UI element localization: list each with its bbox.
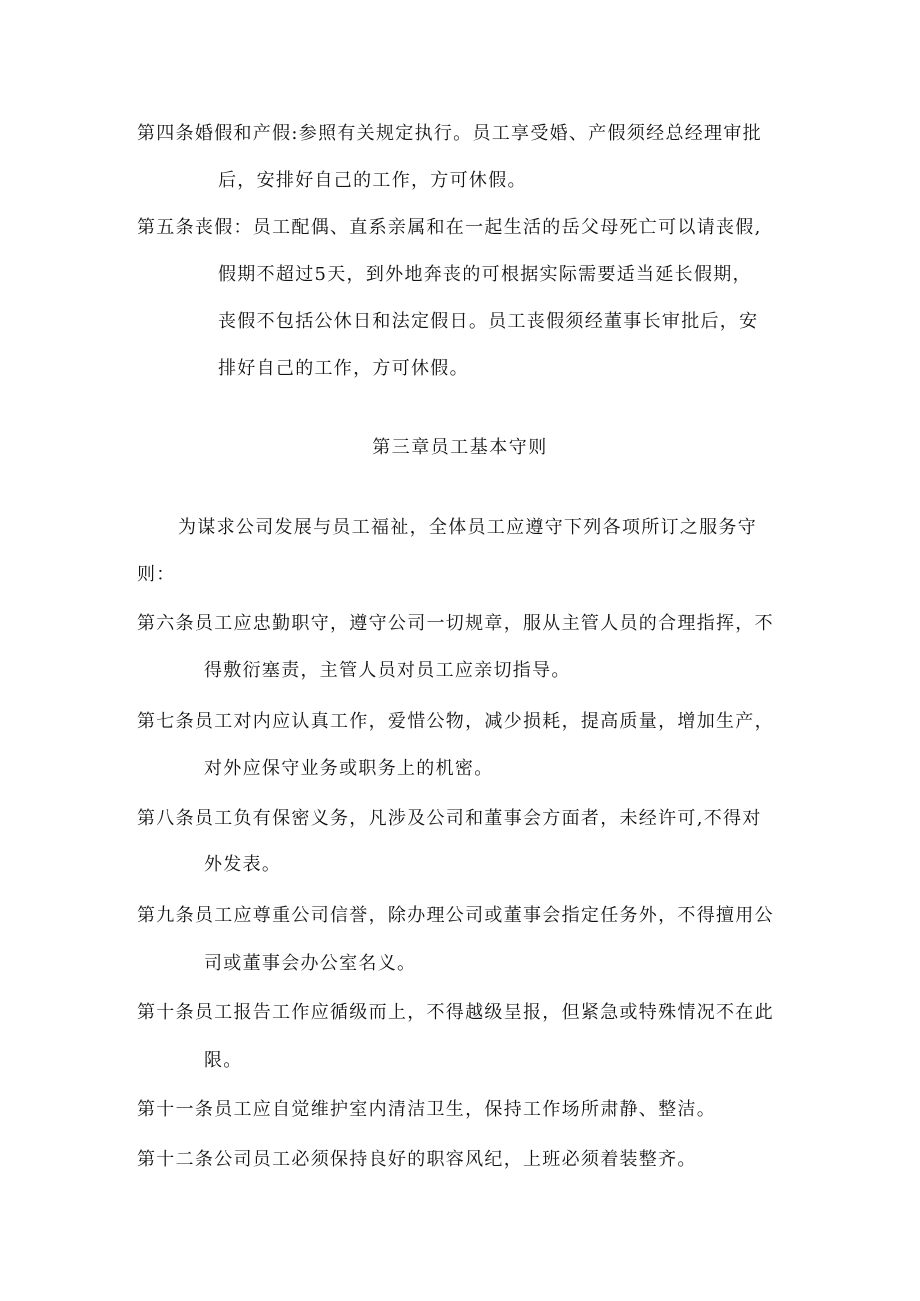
article-4-line-2: 后，安排好自己的工作，方可休假。 <box>218 170 527 191</box>
article-9-line-1: 第九条员工应尊重公司信誉，除办理公司或董事会指定任务外，不得擅用公 <box>137 905 774 926</box>
article-5-line-2: 假期不超过5天，到外地奔丧的可根据实际需要适当延长假期， <box>218 264 752 285</box>
article-11-line-1: 第十一条员工应自觉维护室内清洁卫生，保持工作场所肃静、整洁。 <box>137 1099 716 1120</box>
article-8-line-2: 外发表。 <box>204 854 282 875</box>
article-7-line-2: 对外应保守业务或职务上的机密。 <box>204 758 494 779</box>
article-7-line-1: 第七条员工对内应认真工作，爱惜公物，减少损耗，提高质量，增加生产， <box>137 711 774 732</box>
article-5-line-1: 第五条丧假：员工配偶、直系亲属和在一起生活的岳父母死亡可以请丧假, <box>137 217 762 238</box>
chapter-3-title: 第三章员工基本守则 <box>372 437 548 458</box>
article-4-line-1: 第四条婚假和产假:参照有关规定执行。员工享受婚、产假须经总经理审批 <box>137 123 762 144</box>
article-10-line-2: 限。 <box>204 1050 243 1071</box>
article-10-line-1: 第十条员工报告工作应循级而上，不得越级呈报，但紧急或特殊情况不在此 <box>137 1002 774 1023</box>
intro-line-2: 则： <box>137 564 176 585</box>
article-6-line-2: 得敷衍塞责，主管人员对员工应亲切指导。 <box>204 660 571 681</box>
article-6-line-1: 第六条员工应忠勤职守，遵守公司一切规章，服从主管人员的合理指挥，不 <box>137 613 774 634</box>
article-9-line-2: 司或董事会办公室名义。 <box>204 953 417 974</box>
intro-line-1: 为谋求公司发展与员工福祉，全体员工应遵守下列各项所订之服务守 <box>178 517 757 538</box>
article-5-line-3: 丧假不包括公休日和法定假日。员工丧假须经董事长审批后，安 <box>218 311 759 332</box>
article-5-line-4: 排好自己的工作，方可休假。 <box>218 358 469 379</box>
article-12-line-1: 第十二条公司员工必须保持良好的职容风纪，上班必须着装整齐。 <box>137 1149 697 1170</box>
article-8-line-1: 第八条员工负有保密义务，凡涉及公司和董事会方面者，未经许可,不得对 <box>137 808 762 829</box>
